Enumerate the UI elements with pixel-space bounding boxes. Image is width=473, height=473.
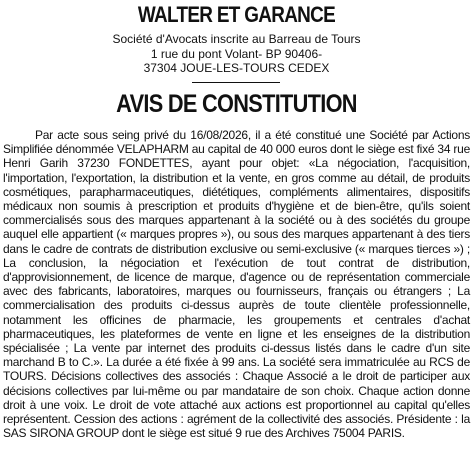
separator-rule: [192, 82, 280, 83]
firm-address: [0, 32, 473, 76]
firm-address-line: 1 rue du pont Volant- BP 90406-: [150, 46, 323, 61]
firm-address-line: 37304 JOUE-LES-TOURS CEDEX: [143, 61, 330, 75]
notice-body: Par acte sous seing privé du 16/08/2026, il a été constitué une Société par Actions Simplifiée dénommée VELAPHARM au capital de 40 000 euros dont le siège est fixé 34 rue Henri Garih 37230 FONDETTES, ayant pour objet: «La négociation, l'acquisition, l'importation, l'exportation, la distribution et la vente, en gros comme au détail, de produits cosmétiques, parapharmaceutiques, diététiques, compléments alimentaires, dispositifs médicaux non soumis à prescription et produits d'hygiène et de bien-être, qu'ils soient commercialisés sous des marques appartenant à la société ou à des sociétés du groupe auquel elle appartient (« marques propres »), ou sous des marques appartenant à des tiers dans le cadre de contrats de distribution exclusive ou semi-exclusive (« marques tierces ») ; La conclusion, la négociation et l'exécution de tout contrat de distribution, d'approvisionnement, de licence de marque, d'agence ou de représentation commerciale avec des fabricants, laboratoires, marques ou fournisseurs, français ou étrangers ; La commercialisation des produits ci-dessus auprès de toute clientèle professionnelle, notamment les officines de pharmacie, les groupements et centrales d'achat pharmaceutiques, les plateformes de vente en ligne et les enseignes de la distribution spécialisée ; La vente par internet des produits ci-dessus listés dans le cadre d'un site marchand B to C.». La durée a été fixée à 99 ans. La société sera immatriculée au RCS de TOURS. Décisions collectives des associés : Chaque Associé a le droit de participer aux décisions collectives par lui-même ou par mandataire de son choix. Chaque action donne droit à une voix. Le droit de vote attaché aux actions est proportionnel au capital qu'elles représentent. Cession des actions : agrément de la collectivité des associés. Présidente : la SAS SIRONA GROUP dont le siège est situé 9 rue des Archives 75004 PARIS.: [3, 128, 470, 441]
notice-title: AVIS DE CONSTITUTION: [116, 90, 357, 118]
firm-address-line: Société d'Avocats inscrite au Barreau de Tours: [112, 32, 361, 46]
firm-name: WALTER ET GARANCE: [137, 2, 336, 27]
